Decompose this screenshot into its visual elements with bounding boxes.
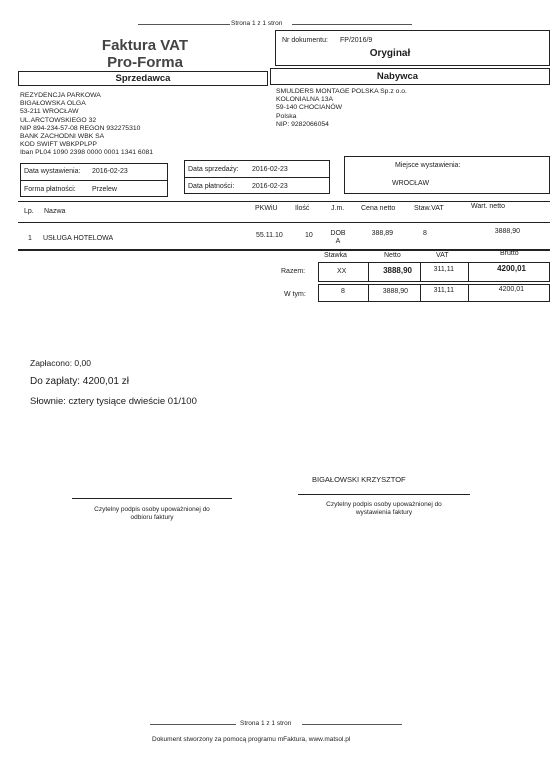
to-pay-amount: Do zapłaty: 4200,01 zł	[30, 376, 129, 387]
buyer-header: Nabywca	[376, 71, 419, 82]
col-lp: Lp.	[24, 208, 34, 215]
row-lp: 1	[28, 235, 32, 242]
row-qty: 10	[305, 232, 313, 239]
footer-page-indicator: Strona 1 z 1 stron	[240, 720, 292, 727]
sum-total-rate: XX	[337, 268, 347, 275]
sum-total-net: 3888,90	[383, 266, 412, 275]
place-label: Miejsce wystawienia:	[395, 162, 461, 169]
amount-in-words: Słownie: cztery tysiące dwieście 01/100	[30, 396, 197, 407]
sum-breakdown-net: 3888,90	[382, 288, 408, 295]
seller-details	[20, 92, 153, 158]
issue-date-label: Data wystawienia:	[24, 168, 81, 175]
row-name: USŁUGA HOTELOWA	[43, 235, 114, 242]
seller-line: BIGAŁOWSKA OLGA	[20, 100, 86, 108]
seller-line: 53-211 WROCŁAW	[20, 108, 79, 116]
sum-col-vat: VAT	[436, 252, 449, 259]
col-vat-rate: Staw.VAT	[414, 205, 444, 212]
paid-amount: Zapłacono: 0,00	[30, 358, 91, 368]
col-net-price: Cena netto	[361, 205, 396, 212]
place: WROCŁAW	[392, 180, 430, 187]
seller-line: REZYDENCJA PARKOWA	[20, 92, 101, 99]
seller-header: Sprzedawca	[115, 73, 171, 84]
caption-line: Czytelny podpis osoby upoważnionej do	[94, 506, 210, 513]
row-unit: DOBA	[330, 230, 346, 245]
seller-line: BANK ZACHODNI WBK SA	[20, 133, 105, 141]
seller-line: KOD SWIFT WBKPPLPP	[20, 141, 97, 149]
sum-total-gross: 4200,01	[497, 264, 526, 273]
buyer-details	[276, 88, 407, 129]
seller-line: UL.ARCTOWSKIEGO 32	[20, 116, 97, 124]
row-pkwiu: 55.11.10	[256, 232, 283, 239]
page-indicator: Strona 1 z 1 stron	[231, 20, 283, 27]
footer-credit: Dokument stworzony za pomocą programu mFaktura, www.matsol.pl	[152, 736, 351, 743]
sale-date: 2016-02-23	[252, 166, 288, 173]
sale-date-label: Data sprzedaży:	[188, 166, 239, 173]
recipient-signature-caption	[72, 506, 232, 522]
payment-date-label: Data płatności:	[188, 183, 235, 190]
buyer-line: NIP: 9282066054	[276, 120, 329, 128]
seller-line: NIP 894-234-57-08 REGON 932275310	[20, 124, 141, 132]
payment-form: Przelew	[92, 186, 117, 193]
caption-line: odbioru faktury	[130, 514, 174, 521]
buyer-line: Polska	[276, 112, 297, 120]
row-net-value: 3888,90	[494, 228, 520, 235]
col-pkwiu: PKWiU	[255, 205, 278, 212]
sum-col-net: Netto	[384, 252, 401, 259]
buyer-line: 59-140 CHOCIANÓW	[276, 104, 343, 112]
row-net-price: 388,89	[371, 230, 393, 237]
sum-total-label: Razem:	[281, 268, 306, 275]
invoice-subtitle: Pro-Forma	[107, 54, 183, 71]
issue-date: 2016-02-23	[92, 168, 128, 175]
buyer-line: KOLONIALNA 13A	[276, 96, 334, 104]
caption-line: wystawienia faktury	[355, 509, 413, 516]
sum-col-gross: Brutto	[500, 250, 519, 257]
col-unit: J.m.	[331, 205, 345, 212]
doc-number: FP/2016/9	[340, 37, 373, 44]
original-label: Oryginał	[369, 48, 411, 59]
sum-breakdown-label: W tym:	[284, 291, 306, 298]
sum-breakdown-gross: 4200,01	[498, 286, 524, 293]
sum-breakdown-vat: 311,11	[433, 287, 454, 294]
payment-date: 2016-02-23	[252, 183, 288, 190]
row-vat-rate: 8	[423, 230, 427, 237]
issuer-signature-caption	[298, 501, 470, 517]
issuer-name: BIGAŁOWSKI KRZYSZTOF	[312, 475, 406, 484]
sum-total-vat: 311,11	[433, 266, 454, 273]
payment-form-label: Forma płatności:	[24, 186, 76, 193]
sum-breakdown-rate: 8	[341, 288, 345, 295]
seller-line: Iban PL04 1090 2398 0000 0001 1341 6081	[20, 149, 154, 157]
doc-number-label: Nr dokumentu:	[282, 37, 328, 44]
col-qty: Ilość	[295, 205, 310, 212]
invoice-title: Faktura VAT	[101, 37, 189, 54]
caption-line: Czytelny podpis osoby upoważnionej do	[326, 501, 442, 508]
buyer-line: SMULDERS MONTAGE POLSKA Sp.z o.o.	[276, 88, 407, 95]
col-net-value: Wart. netto	[471, 203, 505, 210]
col-name: Nazwa	[44, 208, 66, 215]
sum-col-rate: Stawka	[324, 252, 347, 259]
